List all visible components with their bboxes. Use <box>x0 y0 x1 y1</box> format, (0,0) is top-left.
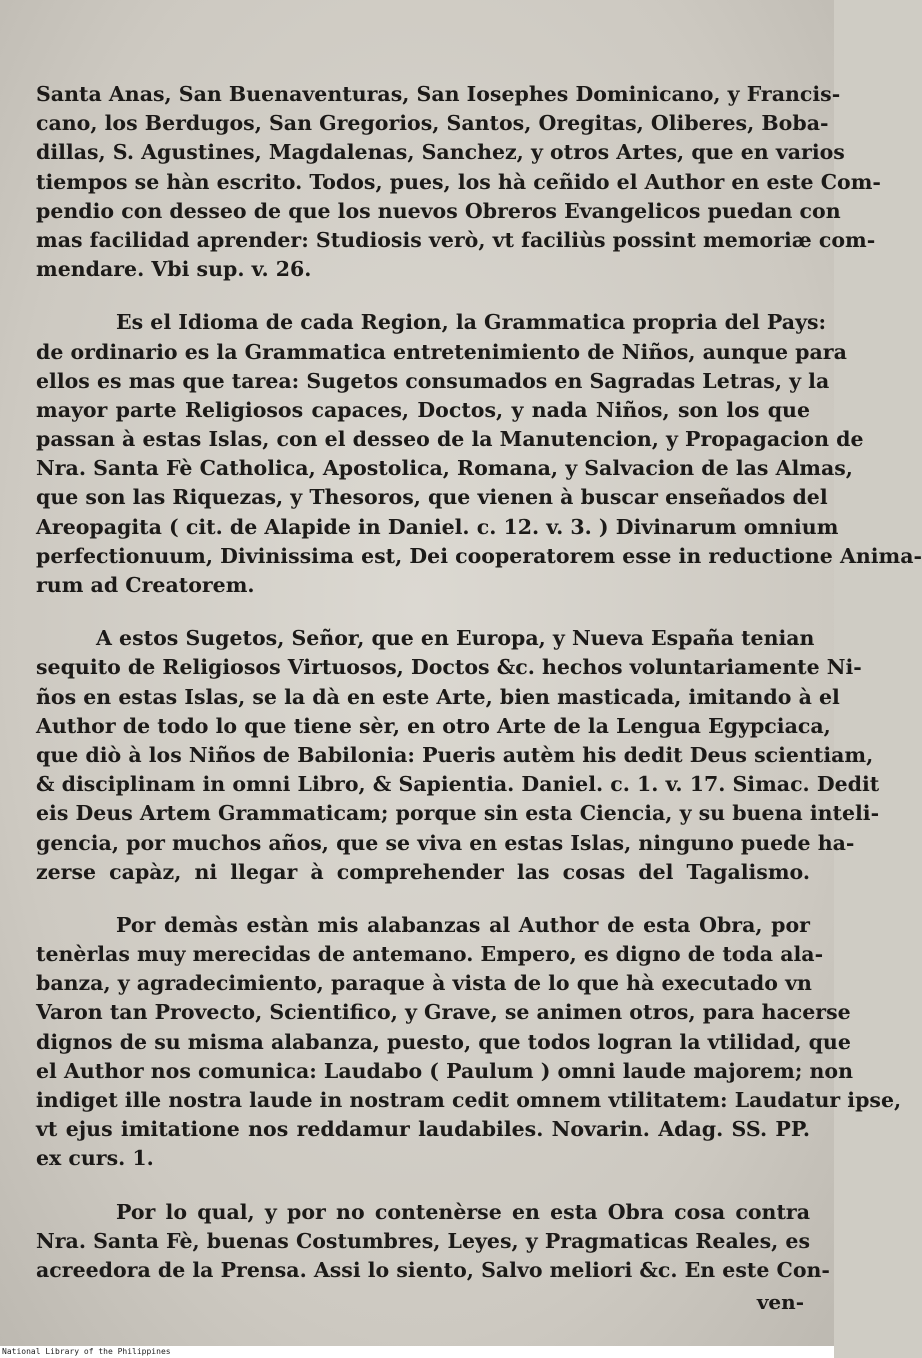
text-line: banza, y agradecimiento, paraque à vista de lo que hà executado vn <box>36 971 812 996</box>
paragraph <box>36 80 881 284</box>
text-line: ex curs. 1. <box>36 1146 154 1171</box>
text-line: & disciplinam in omni Libro, & Sapientia. Daniel. c. 1. v. 17. Simac. Dedit <box>36 772 880 797</box>
page-text <box>36 80 922 1309</box>
text-line: Areopagita ( cit. de Alapide in Daniel. c. 12. v. 3. ) Divinarum omnium <box>36 514 839 539</box>
catchword: ven- <box>756 1290 804 1314</box>
text-line: rum ad Creatorem. <box>36 573 255 597</box>
paragraph <box>36 1198 830 1286</box>
text-line: Nra. Santa Fè Catholica, Apostolica, Romana, y Salvacion de las Almas, <box>36 456 853 481</box>
text-line: pendio con desseo de que los nuevos Obreros Evangelicos puedan con <box>36 198 841 223</box>
text-line: dignos de su misma alabanza, puesto, que todos logran la vtilidad, que <box>36 1029 851 1054</box>
paragraph <box>36 308 922 600</box>
text-line: tenèrlas muy merecidas de antemano. Empero, es digno de toda ala- <box>36 942 824 967</box>
paragraph <box>36 911 902 1174</box>
text-line: Por lo qual, y por no contenèrse en esta Obra cosa contra <box>116 1199 810 1224</box>
text-line: vt ejus imitatione nos reddamur laudabiles. Novarin. Adag. SS. PP. <box>36 1117 810 1142</box>
text-line: Santa Anas, San Buenaventuras, San Iosephes Dominicano, y Francis- <box>36 82 841 106</box>
text-line: eis Deus Artem Grammaticam; porque sin esta Ciencia, y su buena inteli- <box>36 801 880 826</box>
text-line: passan à estas Islas, con el desseo de la Manutencion, y Propagacion de <box>36 427 864 452</box>
text-line: Por demàs estàn mis alabanzas al Author de esta Obra, por <box>116 912 810 937</box>
text-line: zerse capàz, ni llegar à comprehender las cosas del Tagalismo. <box>36 859 810 884</box>
text-line: indiget ille nostra laude in nostram cedit omnem vtilitatem: Laudatur ipse, <box>36 1088 902 1112</box>
text-line: mendare. Vbi sup. v. 26. <box>36 257 312 282</box>
text-line: cano, los Berdugos, San Gregorios, Santos, Oregitas, Oliberes, Boba- <box>36 111 829 136</box>
text-line: que son las Riquezas, y Thesoros, que vienen à buscar enseñados del <box>36 485 828 510</box>
text-line: que diò à los Niños de Babilonia: Pueris autèm his dedit Deus scientiam, <box>36 742 874 767</box>
text-line: sequito de Religiosos Virtuosos, Doctos &c. hechos voluntariamente Ni- <box>36 655 862 680</box>
text-line: A estos Sugetos, Señor, que en Europa, y Nueva España tenian <box>96 626 815 651</box>
text-line: Es el Idioma de cada Region, la Grammatica propria del Pays: <box>116 310 827 335</box>
text-line: mayor parte Religiosos capaces, Doctos, y nada Niños, son los que <box>36 397 810 422</box>
text-line: dillas, S. Agustines, Magdalenas, Sanchez, y otros Artes, que en varios <box>36 140 845 165</box>
text-line: ños en estas Islas, se la dà en este Arte, bien masticada, imitando à el <box>36 684 840 709</box>
text-line: de ordinario es la Grammatica entretenimiento de Niños, aunque para <box>36 339 847 364</box>
text-line: acreedora de la Prensa. Assi lo siento, Salvo meliori &c. En este Con- <box>36 1257 830 1282</box>
text-line: el Author nos comunica: Laudabo ( Paulum ) omni laude majorem; non <box>36 1058 854 1083</box>
text-line: mas facilidad aprender: Studiosis verò, vt faciliùs possint memoriæ com- <box>36 227 876 252</box>
text-line: Nra. Santa Fè, buenas Costumbres, Leyes, y Pragmaticas Reales, es <box>36 1228 810 1253</box>
text-line: perfectionuum, Divinissima est, Dei cooperatorem esse in reductione Anima- <box>36 543 922 568</box>
paragraph <box>36 624 880 887</box>
footer-credit: National Library of the Philippines <box>0 1346 834 1358</box>
text-line: Varon tan Provecto, Scientifico, y Grave, se animen otros, para hacerse <box>36 1000 851 1025</box>
text-line: ellos es mas que tarea: Sugetos consumados en Sagradas Letras, y la <box>36 368 830 393</box>
text-line: tiempos se hàn escrito. Todos, pues, los hà ceñido el Author en este Com- <box>36 169 881 194</box>
text-line: gencia, por muchos años, que se viva en estas Islas, ninguno puede ha- <box>36 830 855 855</box>
text-line: Author de todo lo que tiene sèr, en otro Arte de la Lengua Egypciaca, <box>36 713 831 738</box>
